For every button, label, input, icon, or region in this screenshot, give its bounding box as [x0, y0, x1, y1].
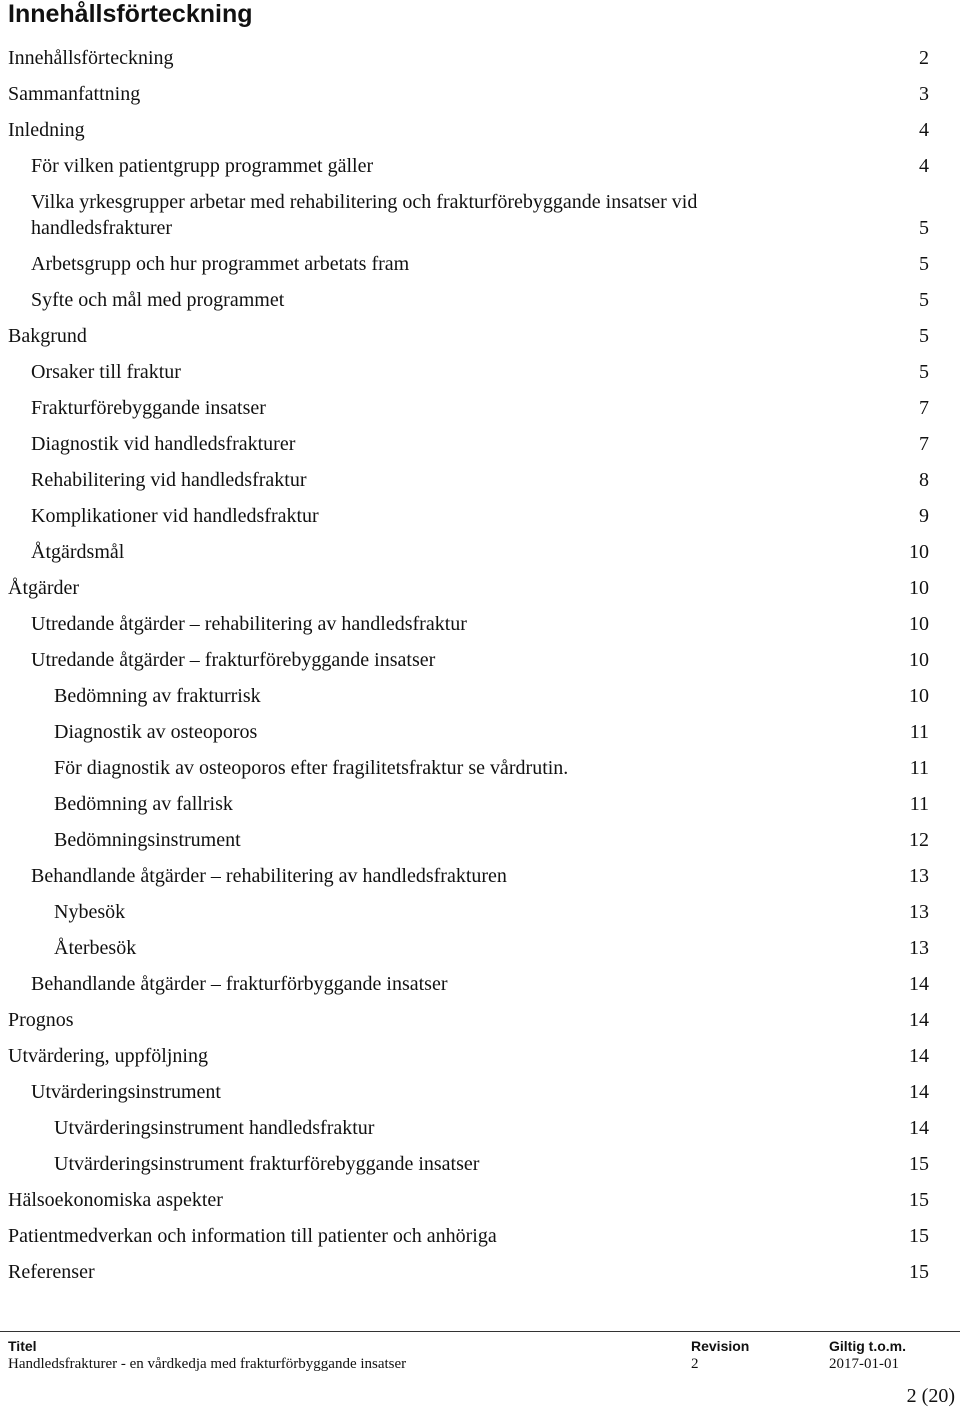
- toc-entry-page-number: 10: [909, 541, 929, 563]
- toc-entry[interactable]: [0, 76, 960, 112]
- toc-entry[interactable]: [0, 246, 960, 282]
- toc-entry-label: Hälsoekonomiska aspekter: [8, 1189, 223, 1211]
- toc-entry-page-number: 12: [909, 829, 929, 851]
- toc-entry-page-number: 14: [909, 1117, 929, 1139]
- toc-entry-page-number: 14: [909, 1081, 929, 1103]
- toc-entry-page-number: 10: [909, 577, 929, 599]
- toc-entry-page-number: 13: [909, 901, 929, 923]
- toc-entry-page-number: 5: [919, 289, 929, 311]
- toc-entry-page-number: 10: [909, 649, 929, 671]
- toc-entry-page-number: 10: [909, 613, 929, 635]
- table-of-contents: [0, 40, 960, 1290]
- footer-title-value: Handledsfrakturer - en vårdkedja med frakturförbyggande insatser: [8, 1356, 407, 1372]
- toc-entry-page-number: 7: [919, 433, 929, 455]
- toc-entry[interactable]: [0, 606, 960, 642]
- toc-entry-page-number: 14: [909, 1045, 929, 1067]
- toc-entry[interactable]: [0, 894, 960, 930]
- page-number: 2 (20): [906, 1385, 955, 1407]
- toc-entry-page-number: 2: [919, 47, 929, 69]
- toc-entry[interactable]: [0, 714, 960, 750]
- toc-entry[interactable]: [0, 1146, 960, 1182]
- toc-entry-page-number: 5: [919, 253, 929, 275]
- toc-entry-label: Rehabilitering vid handledsfraktur: [31, 469, 307, 491]
- toc-entry-page-number: 13: [909, 865, 929, 887]
- toc-entry[interactable]: [0, 750, 960, 786]
- toc-entry-label: Utredande åtgärder – frakturförebyggande insatser: [31, 649, 436, 671]
- footer-revision-label: Revision: [691, 1338, 750, 1354]
- toc-entry-page-number: 15: [909, 1153, 929, 1175]
- toc-entry-label: Vilka yrkesgrupper arbetar med rehabilitering och frakturförebyggande insatser vid handledsfrakturer: [31, 191, 698, 239]
- toc-entry-page-number: 4: [919, 155, 929, 177]
- toc-entry-page-number: 11: [909, 721, 929, 743]
- toc-entry-label: Frakturförebyggande insatser: [31, 397, 266, 419]
- toc-entry[interactable]: [0, 40, 960, 76]
- toc-entry-label: Utvärderingsinstrument handledsfraktur: [54, 1117, 375, 1139]
- toc-entry-page-number: 8: [919, 469, 929, 491]
- toc-entry[interactable]: [0, 148, 960, 184]
- toc-entry-label: Nybesök: [54, 901, 126, 923]
- toc-entry[interactable]: [0, 1110, 960, 1146]
- toc-entry-page-number: 3: [919, 83, 929, 105]
- toc-entry-page-number: 11: [909, 757, 929, 779]
- toc-entry[interactable]: [0, 642, 960, 678]
- toc-entry[interactable]: [0, 426, 960, 462]
- toc-entry[interactable]: [0, 318, 960, 354]
- toc-entry-label: Innehållsförteckning: [8, 47, 174, 69]
- toc-entry-page-number: 7: [919, 397, 929, 419]
- toc-entry[interactable]: [0, 1254, 960, 1290]
- toc-entry-label: Bedömningsinstrument: [54, 829, 241, 851]
- toc-entry-label: Arbetsgrupp och hur programmet arbetats fram: [31, 253, 410, 275]
- toc-entry[interactable]: [0, 822, 960, 858]
- toc-entry[interactable]: [0, 1002, 960, 1038]
- toc-entry-page-number: 5: [919, 325, 929, 347]
- toc-entry-label: Referenser: [8, 1261, 95, 1283]
- toc-entry[interactable]: [0, 534, 960, 570]
- toc-entry-label: Diagnostik vid handledsfrakturer: [31, 433, 296, 455]
- toc-entry-page-number: 13: [909, 937, 929, 959]
- toc-entry-label: Diagnostik av osteoporos: [54, 721, 258, 743]
- footer-revision-value: 2: [691, 1356, 699, 1372]
- toc-entry[interactable]: [0, 354, 960, 390]
- toc-entry-label: För vilken patientgrupp programmet gäller: [31, 155, 374, 177]
- toc-entry[interactable]: [0, 930, 960, 966]
- toc-entry-label: Utredande åtgärder – rehabilitering av handledsfraktur: [31, 613, 467, 635]
- toc-entry[interactable]: [0, 858, 960, 894]
- toc-entry[interactable]: [0, 1182, 960, 1218]
- footer-title-label: Titel: [8, 1338, 37, 1354]
- footer-valid-label: Giltig t.o.m.: [829, 1338, 906, 1354]
- toc-entry-label: Patientmedverkan och information till patienter och anhöriga: [8, 1225, 497, 1247]
- toc-entry[interactable]: [0, 390, 960, 426]
- toc-entry-label: Behandlande åtgärder – rehabilitering av handledsfrakturen: [31, 865, 507, 887]
- toc-entry-page-number: 15: [909, 1261, 929, 1283]
- toc-entry[interactable]: [0, 112, 960, 148]
- footer-divider: [0, 1331, 960, 1332]
- toc-entry-label: Orsaker till fraktur: [31, 361, 181, 383]
- toc-entry-page-number: 5: [919, 361, 929, 383]
- toc-entry[interactable]: [0, 1038, 960, 1074]
- toc-entry[interactable]: [0, 498, 960, 534]
- toc-entry-page-number: 15: [909, 1189, 929, 1211]
- toc-entry-label: Sammanfattning: [8, 83, 141, 105]
- toc-entry-label: Behandlande åtgärder – frakturförbyggande insatser: [31, 973, 448, 995]
- toc-entry-label: Prognos: [8, 1009, 74, 1031]
- toc-entry-page-number: 10: [909, 685, 929, 707]
- toc-entry-label: Inledning: [8, 119, 85, 141]
- toc-entry-label: Bedömning av fallrisk: [54, 793, 233, 815]
- toc-entry[interactable]: [0, 282, 960, 318]
- toc-entry-label: Bakgrund: [8, 325, 87, 347]
- toc-entry-label: Syfte och mål med programmet: [31, 289, 285, 311]
- toc-heading: Innehållsförteckning: [8, 0, 253, 28]
- toc-entry-page-number: 15: [909, 1225, 929, 1247]
- toc-entry-page-number: 14: [909, 1009, 929, 1031]
- toc-entry-page-number: 5: [919, 217, 929, 239]
- footer-valid-value: 2017-01-01: [829, 1356, 899, 1372]
- toc-entry[interactable]: [0, 1218, 960, 1254]
- toc-entry-page-number: 4: [919, 119, 929, 141]
- toc-entry-label: Bedömning av frakturrisk: [54, 685, 261, 707]
- toc-entry-page-number: 9: [919, 505, 929, 527]
- toc-entry-label: Utvärderingsinstrument frakturförebyggande insatser: [54, 1153, 480, 1175]
- toc-entry-label: Komplikationer vid handledsfraktur: [31, 505, 319, 527]
- toc-entry-label: Utvärderingsinstrument: [31, 1081, 221, 1103]
- toc-entry[interactable]: [0, 184, 960, 246]
- toc-entry-page-number: 14: [909, 973, 929, 995]
- toc-entry-label: Återbesök: [54, 937, 137, 959]
- toc-entry[interactable]: [0, 678, 960, 714]
- toc-entry[interactable]: [0, 786, 960, 822]
- toc-entry[interactable]: [0, 966, 960, 1002]
- toc-entry[interactable]: [0, 570, 960, 606]
- toc-entry-label: Åtgärdsmål: [31, 541, 125, 563]
- toc-entry-label: För diagnostik av osteoporos efter fragilitetsfraktur se vårdrutin.: [54, 757, 569, 779]
- toc-entry-label: Utvärdering, uppföljning: [8, 1045, 208, 1067]
- toc-entry-label: Åtgärder: [8, 577, 80, 599]
- toc-entry[interactable]: [0, 1074, 960, 1110]
- toc-entry[interactable]: [0, 462, 960, 498]
- toc-entry-page-number: 11: [909, 793, 929, 815]
